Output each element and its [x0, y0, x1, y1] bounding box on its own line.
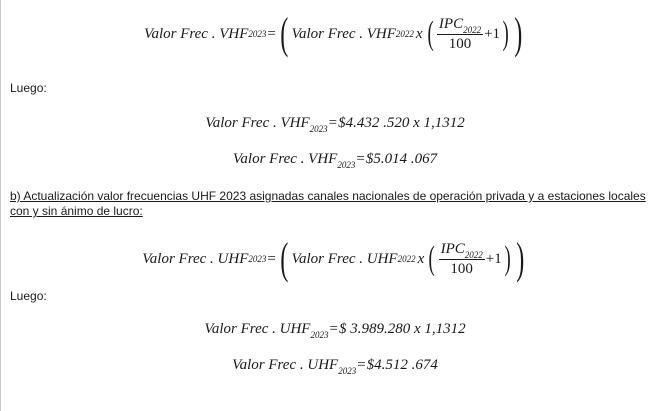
formula-vhf-num-sub: 2022	[463, 24, 482, 35]
result-vhf-lhs-sub: 2023	[337, 160, 356, 170]
calc-uhf-rhs: $ 3.989.280 x 1,1312	[338, 321, 466, 337]
section-b-heading: b) Actualización valor frecuencias UHF 2023 asignadas canales nacionales de operación privada y a estaciones locales con y sin ánimo de lucro:	[10, 189, 646, 218]
formula-uhf-plus-one: +1	[485, 251, 502, 267]
calc-uhf-lhs-sub: 2023	[310, 330, 329, 340]
result-vhf-lhs: Valor Frec . VHF	[232, 151, 338, 167]
formula-uhf: Valor Frec . UHF 2023 = ( Valor Frec . UHF 2022 x ( $\frac{IPC_{2022}}{100}$ +1 ) )	[142, 234, 525, 283]
formula-uhf-den: 100	[450, 260, 473, 277]
equals-sign: =	[356, 151, 365, 167]
close-paren: )	[502, 15, 509, 52]
equals-sign: =	[357, 357, 366, 373]
formula-uhf-fraction	[439, 241, 485, 278]
calc-uhf	[0, 319, 670, 339]
luego-label-1: Luego:	[10, 81, 47, 95]
formula-vhf-times: x	[415, 26, 423, 42]
luego-label-2: Luego:	[10, 289, 47, 303]
result-uhf-lhs: Valor Frec . UHF	[232, 357, 339, 373]
formula-uhf-num: IPC	[440, 240, 465, 257]
calc-vhf-lhs: Valor Frec . VHF	[205, 115, 310, 131]
result-vhf	[0, 149, 670, 169]
formula-vhf-plus-one: +1	[484, 26, 501, 42]
result-uhf-lhs-sub: 2023	[338, 366, 357, 376]
close-paren: )	[516, 234, 525, 283]
formula-uhf-num-sub: 2022	[464, 249, 483, 260]
calc-vhf-lhs-sub: 2023	[309, 124, 328, 134]
result-vhf-rhs: $5.014 .067	[365, 151, 438, 167]
calc-uhf-lhs: Valor Frec . UHF	[204, 321, 311, 337]
open-paren: (	[427, 15, 434, 52]
result-uhf-rhs: $4.512 .674	[366, 357, 438, 373]
formula-vhf-num: IPC	[438, 15, 464, 32]
equals-sign: =	[329, 321, 338, 337]
formula-vhf-inner: Valor Frec . VHF	[291, 26, 396, 42]
open-paren: (	[280, 9, 289, 58]
open-paren: (	[280, 234, 289, 283]
formula-vhf-fraction	[437, 16, 483, 53]
formula-uhf-lhs: Valor Frec . UHF	[142, 251, 249, 267]
open-paren: (	[428, 240, 436, 277]
equals-sign: =	[267, 251, 276, 267]
close-paren: )	[504, 240, 511, 277]
calc-vhf	[0, 113, 670, 133]
result-uhf	[0, 355, 670, 375]
equals-sign: =	[328, 115, 338, 131]
formula-vhf-lhs: Valor Frec . VHF	[143, 26, 249, 42]
equals-sign: =	[267, 26, 276, 42]
formula-vhf: Valor Frec . VHF 2023 = ( Valor Frec . VHF 2022 x ( $\frac{IPC_{2022}}{100}$ +1 ) )	[143, 9, 523, 58]
close-paren: )	[514, 9, 523, 58]
formula-vhf-den: 100	[448, 35, 472, 52]
formula-uhf-inner: Valor Frec . UHF	[291, 251, 398, 267]
calc-vhf-rhs: $4.432 .520 x 1,1312	[338, 115, 465, 131]
page-left-border	[0, 0, 1, 411]
formula-uhf-times: x	[417, 251, 425, 267]
